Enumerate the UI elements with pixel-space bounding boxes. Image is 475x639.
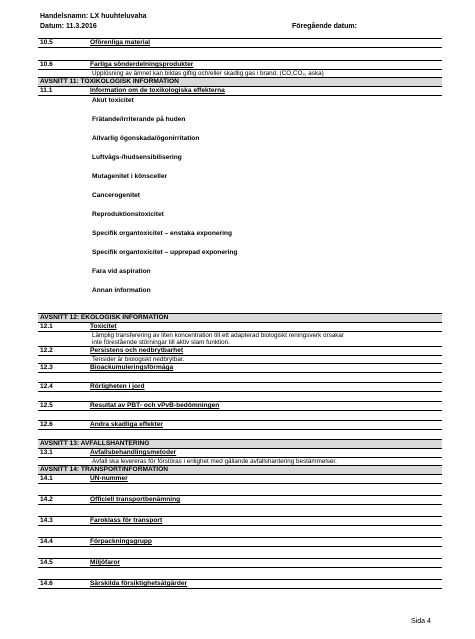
row-number: 10.5	[40, 39, 53, 46]
row-title: Faroklass för transport	[90, 517, 163, 524]
row-14-6	[38, 579, 442, 589]
row-number: 14.1	[40, 475, 53, 482]
row-14-4	[38, 537, 442, 547]
row-title: Farliga sönderdelningsprodukter	[90, 61, 194, 68]
row-description: inte förestående störningar till aktiv slam funktion.	[92, 339, 230, 346]
row-number: 13.1	[40, 449, 53, 456]
section-13-heading: AVSNITT 13: AVFALLSHANTERING	[38, 439, 442, 449]
page-header	[40, 12, 440, 32]
row-12-4	[38, 382, 442, 392]
page-number: Sida 4	[411, 618, 431, 625]
row-title: Toxicitet	[90, 323, 117, 330]
row-description: Lämplig transferering av liten koncentration till ett adapterad biologiskt reningsverk orsakar	[92, 332, 345, 339]
section-12-heading: AVSNITT 12: EKOLOGISK INFORMATION	[38, 313, 442, 323]
row-12-6	[38, 420, 442, 430]
row-title: Andra skadliga effekter	[90, 421, 163, 428]
row-11-1	[38, 87, 442, 96]
row-number: 14.3	[40, 517, 53, 524]
section-14-heading: AVSNITT 14: TRANSPORTINFORMATION	[38, 465, 442, 475]
row-12-2	[38, 346, 442, 356]
previous-date: Föregående datum:	[292, 23, 357, 30]
row-number: 14.5	[40, 559, 53, 566]
tox-item: Akut toxicitet	[92, 97, 134, 104]
row-description: Tensider är biologiskt nedbrytbar.	[92, 356, 185, 363]
tox-item: Frätande/irriterande på huden	[92, 116, 186, 123]
row-10-5	[38, 38, 442, 48]
row-number: 12.6	[40, 421, 53, 428]
row-number: 11.1	[40, 87, 53, 94]
row-description: Avfall ska levereras för förstöras i enlighet med gällande avfallshantering bestämmelser.	[92, 458, 337, 465]
tox-item: Mutagenitet i könsceller	[92, 173, 168, 180]
row-number: 10.6	[40, 61, 53, 68]
document-body	[38, 38, 442, 589]
row-14-2	[38, 495, 442, 505]
tox-item: Fara vid aspiration	[92, 268, 151, 275]
section-11-heading: AVSNITT 11: TOXIKOLOGISK INFORMATION	[38, 77, 442, 87]
row-title: Rörligheten i jord	[90, 383, 145, 390]
row-number: 12.1	[40, 323, 53, 330]
row-number: 14.4	[40, 538, 53, 545]
row-title: UN-nummer	[90, 475, 128, 482]
row-number: 12.3	[40, 364, 53, 371]
tox-item: Luftvägs-/hudsensibilisering	[92, 154, 182, 161]
row-number: 12.5	[40, 402, 53, 409]
row-title: Information om de toxikologiska effekterna	[90, 87, 225, 94]
row-title: Resultat av PBT- och vPvB-bedömningen	[90, 402, 220, 409]
tox-item: Specifik organtoxicitet – upprepad exponering	[92, 249, 238, 256]
row-14-3	[38, 516, 442, 526]
row-title: Oförenliga material	[90, 39, 151, 46]
tox-item: Allvarlig ögonskada/ögonirritation	[92, 135, 200, 142]
row-10-6	[38, 60, 442, 70]
tox-item: Specifik organtoxicitet – enstaka exponering	[92, 230, 232, 237]
tox-item: Reproduktionstoxicitet	[92, 211, 164, 218]
tox-item: Annan information	[92, 287, 151, 294]
row-title: Bioackumuleringsförmåga	[90, 364, 174, 371]
trade-name: Handelsnamn: LX huuhteluvaha	[40, 13, 147, 20]
row-title: Avfallsbehandlingsmetoder	[90, 449, 177, 456]
row-title: Miljöfaror	[90, 559, 121, 566]
row-title: Förpackningsgrupp	[90, 538, 152, 545]
row-13-1	[38, 449, 442, 458]
tox-item: Cancerogenitet	[92, 192, 140, 199]
row-number: 12.4	[40, 383, 53, 390]
row-number: 14.2	[40, 496, 53, 503]
document-date: Datum: 11.3.2016	[40, 23, 97, 30]
row-14-1	[38, 475, 442, 484]
row-title: Officiell transportbenämning	[90, 496, 181, 503]
row-12-3	[38, 363, 442, 373]
row-number: 12.2	[40, 347, 53, 354]
row-number: 14.6	[40, 580, 53, 587]
row-title: Persistens och nedbrytbarhet	[90, 347, 184, 354]
row-14-5	[38, 558, 442, 568]
row-title: Särskilda försiktighetsåtgärder	[90, 580, 188, 587]
toxicology-list	[38, 97, 442, 295]
row-description: Upplösning av ämnet kan bildas giftig och/eller skadlig gas i brand. (CO,CO₂, aska)	[92, 70, 324, 77]
row-12-5	[38, 401, 442, 411]
row-12-1	[38, 323, 442, 332]
